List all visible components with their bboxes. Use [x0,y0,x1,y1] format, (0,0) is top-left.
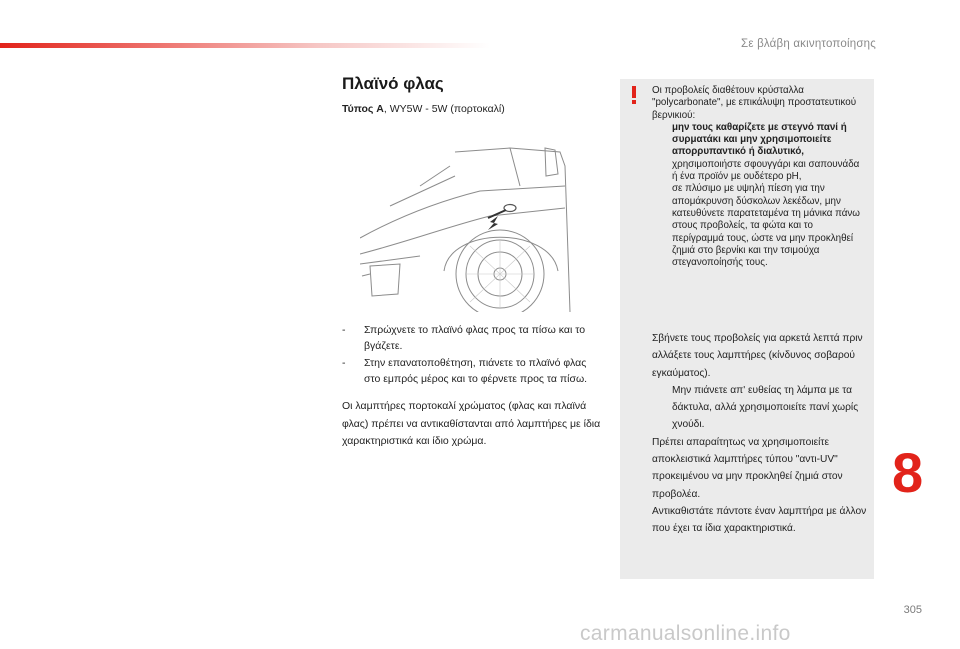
header-accent-bar [0,43,490,48]
warning-bullet-text: χρησιμοποιήστε σφουγγάρι και σαπουνάδα ή ένα προϊόν με ουδέτερο pH, [672,158,860,183]
step-text: Στην επανατοποθέτηση, πιάνετε το πλαϊνό φλας στο εμπρός μέρος και το φέρνετε προς τα πίσω. [364,357,588,385]
step-dash: - [342,357,346,369]
warning-bullet-text: μην τους καθαρίζετε με στεγνό πανί ή συρματάκι και μην χρησιμοποιείτε απορρυπαντικό ή διαλυτικό, [672,121,847,158]
bulb-type-value: , WY5W - 5W (πορτοκαλί) [383,103,505,115]
side-repeater-illustration [360,146,598,312]
warning-paragraph: Σβήνετε τους προβολείς για αρκετά λεπτά πριν αλλάξετε τους λαμπτήρες (κίνδυνος σοβαρού εγκαύματος). [652,333,863,379]
warning-exclamation-icon [627,86,641,104]
warning-bullet [652,382,868,434]
page-title: Πλαϊνό φλας [342,74,444,93]
bulb-type-line [342,103,505,115]
warning-paragraph: Πρέπει απαραίτητως να χρησιμοποιείτε αποκλειστικά λαμπτήρες τύπου "αντι-UV" προκειμένου να μην προκληθεί ζημιά στον προβολέα. [652,436,843,500]
step-text: Σπρώχνετε το πλαϊνό φλας προς τα πίσω και το βγάζετε. [364,324,586,352]
bulb-color-note: Οι λαμπτήρες πορτοκαλί χρώματος (φλας και πλαϊνά φλας) πρέπει να αντικαθίστανται από λαμπτήρες με ίδια χαρακτηριστικά και ίδιο χρώμα. [342,400,601,447]
warning-bullet [652,183,864,269]
warning-text-2 [652,330,868,538]
page-number: 305 [903,604,922,616]
watermark: carmanualsonline.info [580,622,791,645]
step-item [342,322,604,354]
step-list [342,322,604,388]
warning-paragraph: Αντικαθιστάτε πάντοτε έναν λαμπτήρα με άλλον που έχει τα ίδια χαρακτηριστικά. [652,505,867,535]
warning-bullet-text: σε πλύσιμο με υψηλή πίεση για την απομάκρυνση δύσκολων λεκέδων, μην κατευθύνετε παρατεταμένα τη μάνικα πάνω στους προβολείς, τα φώτα και το περίγραμμά τους, ώστε να μην προκληθεί ζημιά στο βερνίκι και την τσιμούχα στεγανοποίησής τους. [672,183,860,269]
section-title: Σε βλάβη ακινητοποίησης [741,38,876,50]
chapter-number: 8 [892,441,924,504]
warning-text [652,85,864,269]
step-item [342,355,604,387]
bulb-type-label: Τύπος A [342,103,384,115]
warning-bullet [652,122,864,159]
warning-bullet [652,159,864,184]
step-dash: - [342,324,346,336]
warning-bullet-text: Μην πιάνετε απ' ευθείας τη λάμπα με τα δάκτυλα, αλλά χρησιμοποιείτε πανί χωρίς χνούδι. [672,384,859,431]
warning-intro: Οι προβολείς διαθέτουν κρύσταλλα "polycarbonate", με επικάλυψη προστατευτικού βερνικιού: [652,85,857,121]
